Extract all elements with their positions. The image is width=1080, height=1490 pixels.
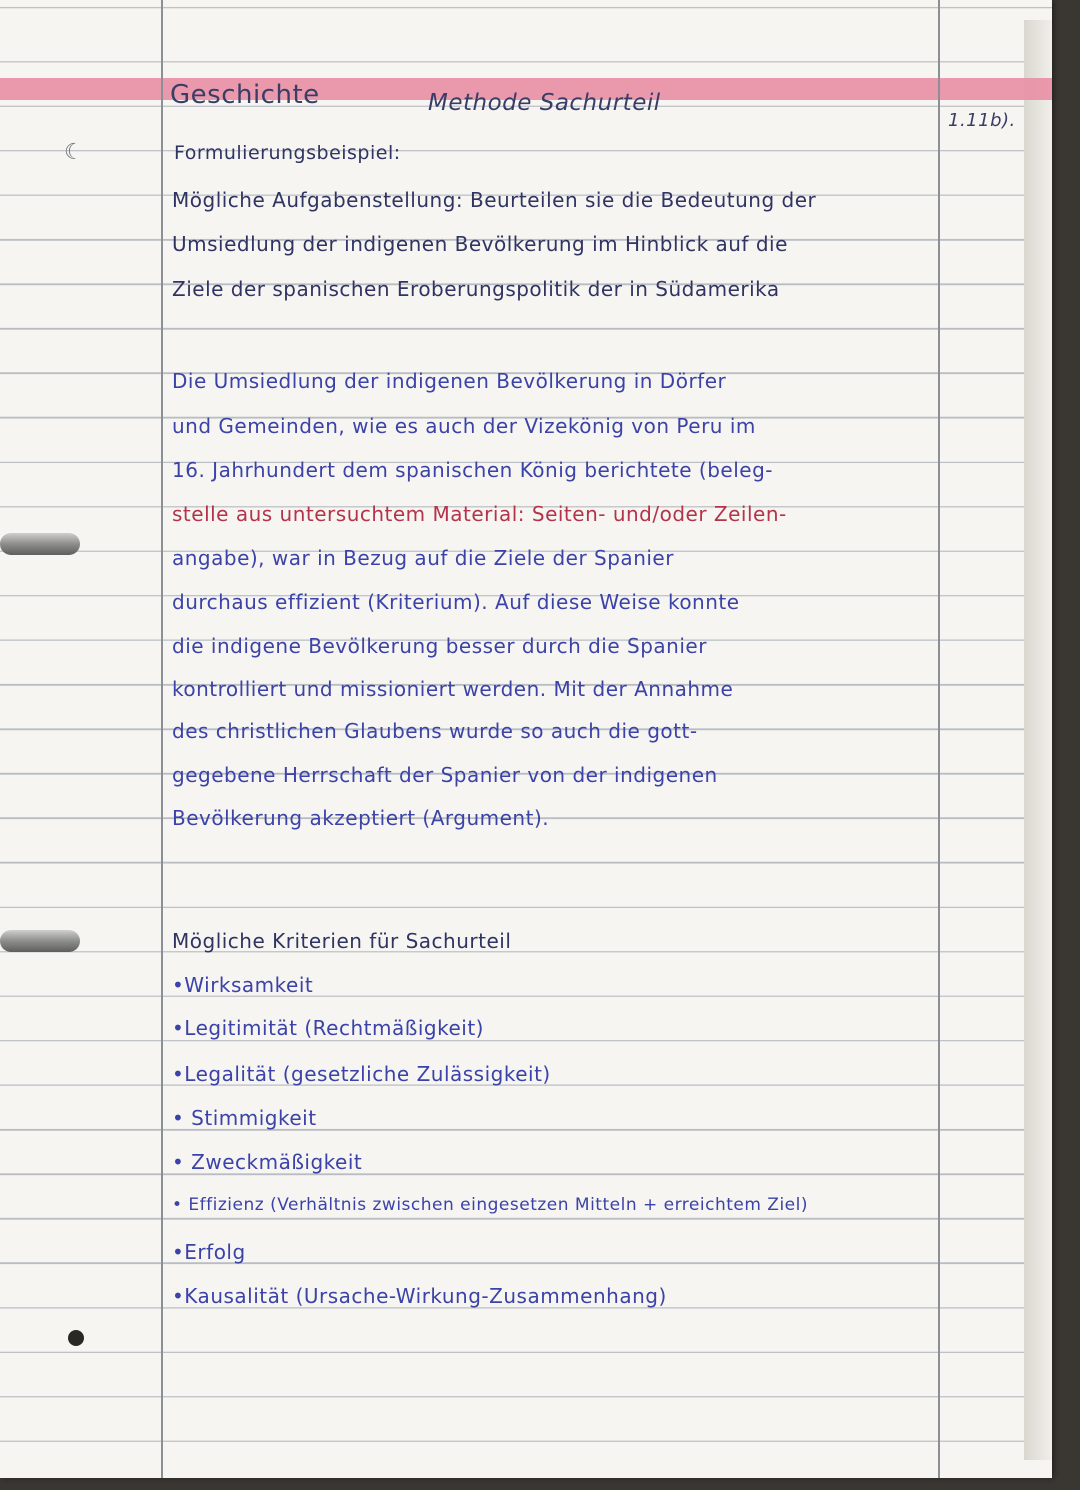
answer-line: und Gemeinden, wie es auch der Vizekönig von Peru im	[172, 414, 756, 438]
criteria-item: • Effizienz (Verhältnis zwischen eingesetzen Mitteln + erreichtem Ziel)	[172, 1195, 808, 1215]
answer-line: durchaus effizient (Kriterium). Auf diese Weise konnte	[172, 590, 740, 614]
criteria-item: • Zweckmäßigkeit	[172, 1150, 363, 1174]
right-margin-line	[938, 0, 940, 1478]
answer-line: Die Umsiedlung der indigenen Bevölkerung in Dörfer	[172, 369, 727, 393]
date-label: 1.11b).	[948, 110, 1016, 131]
topic-title: Methode Sachurteil	[428, 90, 661, 116]
answer-line: gegebene Herrschaft der Spanier von der indigenen	[172, 763, 718, 787]
answer-line: kontrolliert und missioniert werden. Mit der Annahme	[172, 677, 734, 701]
criteria-heading: Mögliche Kriterien für Sachurteil	[172, 929, 512, 953]
binder-ring-top	[0, 533, 80, 555]
answer-line: Bevölkerung akzeptiert (Argument).	[172, 806, 550, 830]
criteria-item: •Erfolg	[172, 1240, 246, 1264]
binder-ring-bottom	[0, 930, 80, 952]
criteria-item: •Wirksamkeit	[172, 973, 314, 997]
answer-line: 16. Jahrhundert dem spanischen König berichtete (beleg-	[172, 458, 774, 482]
criteria-item: •Legitimität (Rechtmäßigkeit)	[172, 1016, 484, 1040]
answer-line: die indigene Bevölkerung besser durch die Spanier	[172, 634, 707, 658]
criteria-item: •Kausalität (Ursache-Wirkung-Zusammenhang)	[172, 1284, 667, 1308]
criteria-item: • Stimmigkeit	[172, 1106, 317, 1130]
moon-doodle-icon: ☾	[64, 140, 84, 165]
subject-title: Geschichte	[170, 80, 320, 110]
example-heading: Formulierungsbeispiel:	[174, 142, 401, 164]
task-line: Umsiedlung der indigenen Bevölkerung im Hinblick auf die	[172, 232, 788, 256]
answer-line: angabe), war in Bezug auf die Ziele der Spanier	[172, 546, 674, 570]
answer-line: des christlichen Glaubens wurde so auch die gott-	[172, 719, 698, 743]
criteria-item: •Legalität (gesetzliche Zulässigkeit)	[172, 1062, 551, 1086]
left-margin-line	[161, 0, 163, 1478]
punch-hole	[68, 1330, 84, 1346]
task-line: Ziele der spanischen Eroberungspolitik der in Südamerika	[172, 277, 780, 301]
answer-line-source: stelle aus untersuchtem Material: Seiten- und/oder Zeilen-	[172, 502, 787, 526]
page-stack-edge	[1024, 20, 1052, 1460]
task-line: Mögliche Aufgabenstellung: Beurteilen sie die Bedeutung der	[172, 188, 817, 212]
